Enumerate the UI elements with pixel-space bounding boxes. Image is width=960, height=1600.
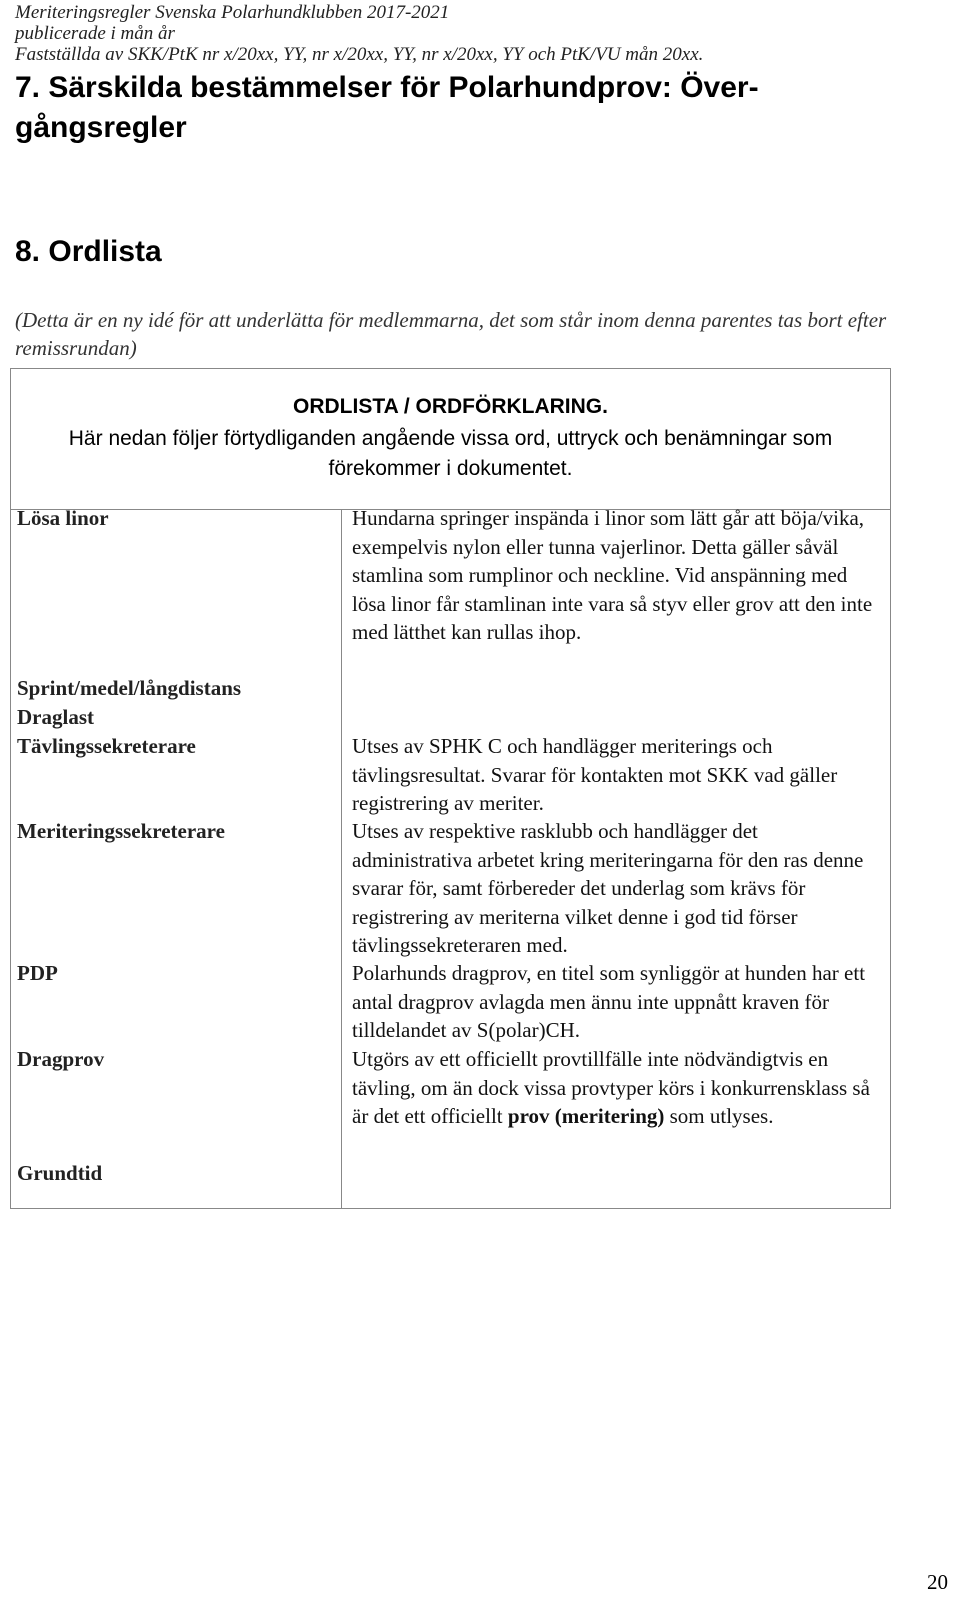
- term-grundtid: Grundtid: [17, 1161, 103, 1185]
- definition-dragprov: [352, 1045, 882, 1131]
- definition-dragprov-end: som utlyses.: [669, 1104, 774, 1128]
- document-header: [15, 2, 945, 65]
- definition-pdp: Polarhunds dragprov, en titel som synliggör at hunden har ett antal dragprov avlagda men ännu inte uppnått kraven för tilldelandet av S(polar)CH.: [352, 961, 866, 1042]
- term-pdp: PDP: [17, 961, 58, 985]
- glossary-intro: [11, 424, 890, 484]
- table-column-divider: [341, 509, 342, 1208]
- glossary-title: ORDLISTA / ORDFÖRKLARING.: [293, 395, 608, 418]
- header-line-3: Fastställda av SKK/PtK nr x/20xx, YY, nr x/20xx, YY, nr x/20xx, YY och PtK/VU mån 20xx.: [15, 44, 704, 65]
- section-8-note: (Detta är en ny idé för att underlätta för medlemmarna, det som står inom denna parentes tas bort efter remissrundan): [15, 308, 887, 360]
- header-line-2: publicerade i mån år: [15, 23, 175, 44]
- glossary-intro-line-2: förekommer i dokumentet.: [328, 457, 573, 480]
- section-7-heading: 7. Särskilda bestämmelser för Polarhundprov: Över-gångsregler: [15, 71, 759, 144]
- definition-dragprov-text: Utgörs av ett officiellt provtillfälle inte nödvändigtvis en tävling, om än dock vissa provtyper körs i konkurrensklass så är det ett officiellt: [352, 1047, 870, 1128]
- page-number: 20: [927, 1570, 948, 1594]
- header-line-1: Meriteringsregler Svenska Polarhundklubben 2017-2021: [15, 2, 450, 23]
- glossary-intro-line-1: Här nedan följer förtydliganden angående vissa ord, uttryck och benämningar som: [68, 427, 833, 450]
- definition-dragprov-bold: prov (meritering): [507, 1104, 665, 1128]
- definition-meriteringssekreterare: Utses av respektive rasklubb och handlägger det administrativa arbetet kring meriteringarna för den ras denne svarar för, samt förbereder det underlag som krävs för registrering av meriterna vilket denne i god tid förser tävlingssekreteraren med.: [352, 819, 864, 957]
- term-losa-linor: Lösa linor: [17, 506, 109, 530]
- term-sprint-medel-langdistans: Sprint/medel/långdistans: [17, 676, 242, 700]
- term-dragprov: Dragprov: [17, 1047, 105, 1071]
- term-draglast: Draglast: [17, 705, 94, 729]
- term-meriteringssekreterare: Meriteringssekreterare: [17, 819, 225, 843]
- section-8-heading: 8. Ordlista: [15, 235, 162, 268]
- definition-losa-linor: Hundarna springer inspända i linor som lätt går att böja/vika, exempelvis nylon eller tunna vajerlinor. Detta gäller såväl stamlina som rumplinor och neckline. Vid anspänning med lösa linor får stamlinan inte vara så styv eller grov att den inte med lätthet kan rullas ihop.: [352, 506, 873, 644]
- term-tavlingssekreterare: Tävlingssekreterare: [17, 734, 196, 758]
- definition-tavlingssekreterare: Utses av SPHK C och handlägger meriterings och tävlingsresultat. Svarar för kontakten mot SKK vad gäller registrering av meriter.: [352, 734, 838, 815]
- glossary-table: [10, 368, 891, 1209]
